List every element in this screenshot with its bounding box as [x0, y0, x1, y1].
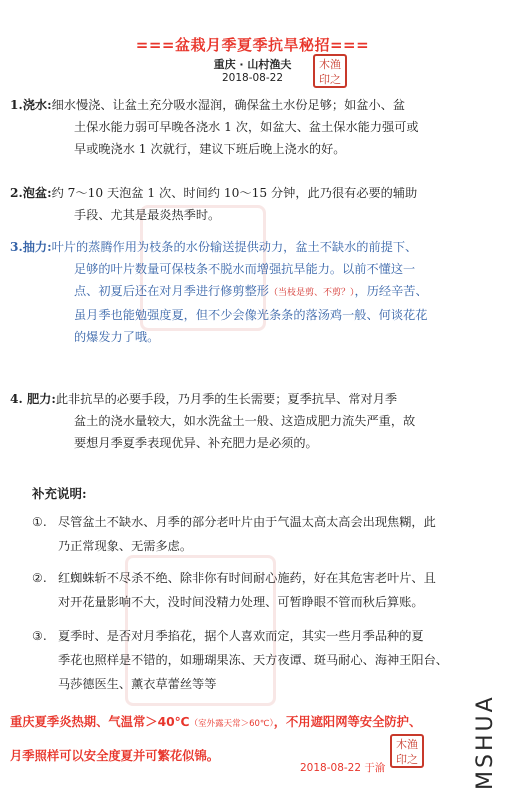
section-drawing-force: 3.抽力:叶片的蒸腾作用为枝条的水份输送提供动力，盆土不缺水的前提下、 足够的叶片数量可保枝条不脱水而增强抗旱能力。以前不懂这一 点、初夏后还在对月季进行修剪整形（当枝是剪、不剪？），历经辛苦、 虽月季也能勉强度夏，但不少会像光条条的落汤鸡一般、何谈花花 的爆发力了哦。 [10, 240, 428, 344]
footer-date: 2018-08-22 于渝 [300, 762, 386, 774]
red-seal-stamp: 木渔 印之 [390, 734, 424, 768]
section-fertilizer: 4. 肥力:此非抗旱的必要手段，乃月季的生长需要；夏季抗旱、常对月季 盆土的浇水量较大，如水洗盆土一般、这造成肥力流失严重，故 要想月季夏季表现优异、补充肥力是必须的。 [10, 392, 416, 450]
supplement-heading: 补充说明: [32, 486, 87, 501]
red-seal-stamp: 木渔 印之 [313, 54, 347, 88]
document-title: ===盆栽月季夏季抗旱秘招=== [135, 36, 370, 54]
footer-line-1: 重庆夏季炎热期、气温常＞40℃（室外露天常＞60℃），不用遮阳网等安全防护、 [10, 715, 422, 729]
section-soaking: 2.泡盆:约 7～10 天泡盆 1 次、时间约 10～15 分钟，此乃很有必要的辅助 手段、尤其是最炎热季时。 [10, 186, 418, 222]
section-watering: 1.浇水:细水慢浇、让盆土充分吸水湿润，确保盆土水份足够；如盆小、盆 土保水能力弱可早晚各浇水 1 次，如盆大、盆土保水能力强可或 早或晚浇水 1 次就行，建议下班后晚上浇水的好。 [10, 98, 419, 156]
header-date: 2018-08-22 [221, 72, 284, 84]
footer-line-2: 月季照样可以安全度夏并可繁花似锦。 [10, 749, 220, 763]
author-line: 重庆 · 山村渔夫 [213, 58, 292, 71]
note-item: ②. 红蜘蛛斩不尽杀不绝、除非你有时间耐心施药，好在其危害老叶片、且 对开花量影响不大，没时间没精力处理、可暂睁眼不管而秋后算账。 [32, 571, 436, 609]
note-item: ③. 夏季时、是否对月季掐花，据个人喜欢而定，其实一些月季品种的夏 季花也照样是不错的，如珊瑚果冻、天方夜谭、斑马耐心、海神王阳台、 马莎德医生、薰衣草蕾丝等等 [32, 629, 448, 691]
watermark-text: MSHUA [473, 694, 498, 790]
note-item: ①. 尽管盆土不缺水、月季的部分老叶片由于气温太高太高会出现焦糊，此 乃正常现象、无需多虑。 [32, 515, 436, 553]
